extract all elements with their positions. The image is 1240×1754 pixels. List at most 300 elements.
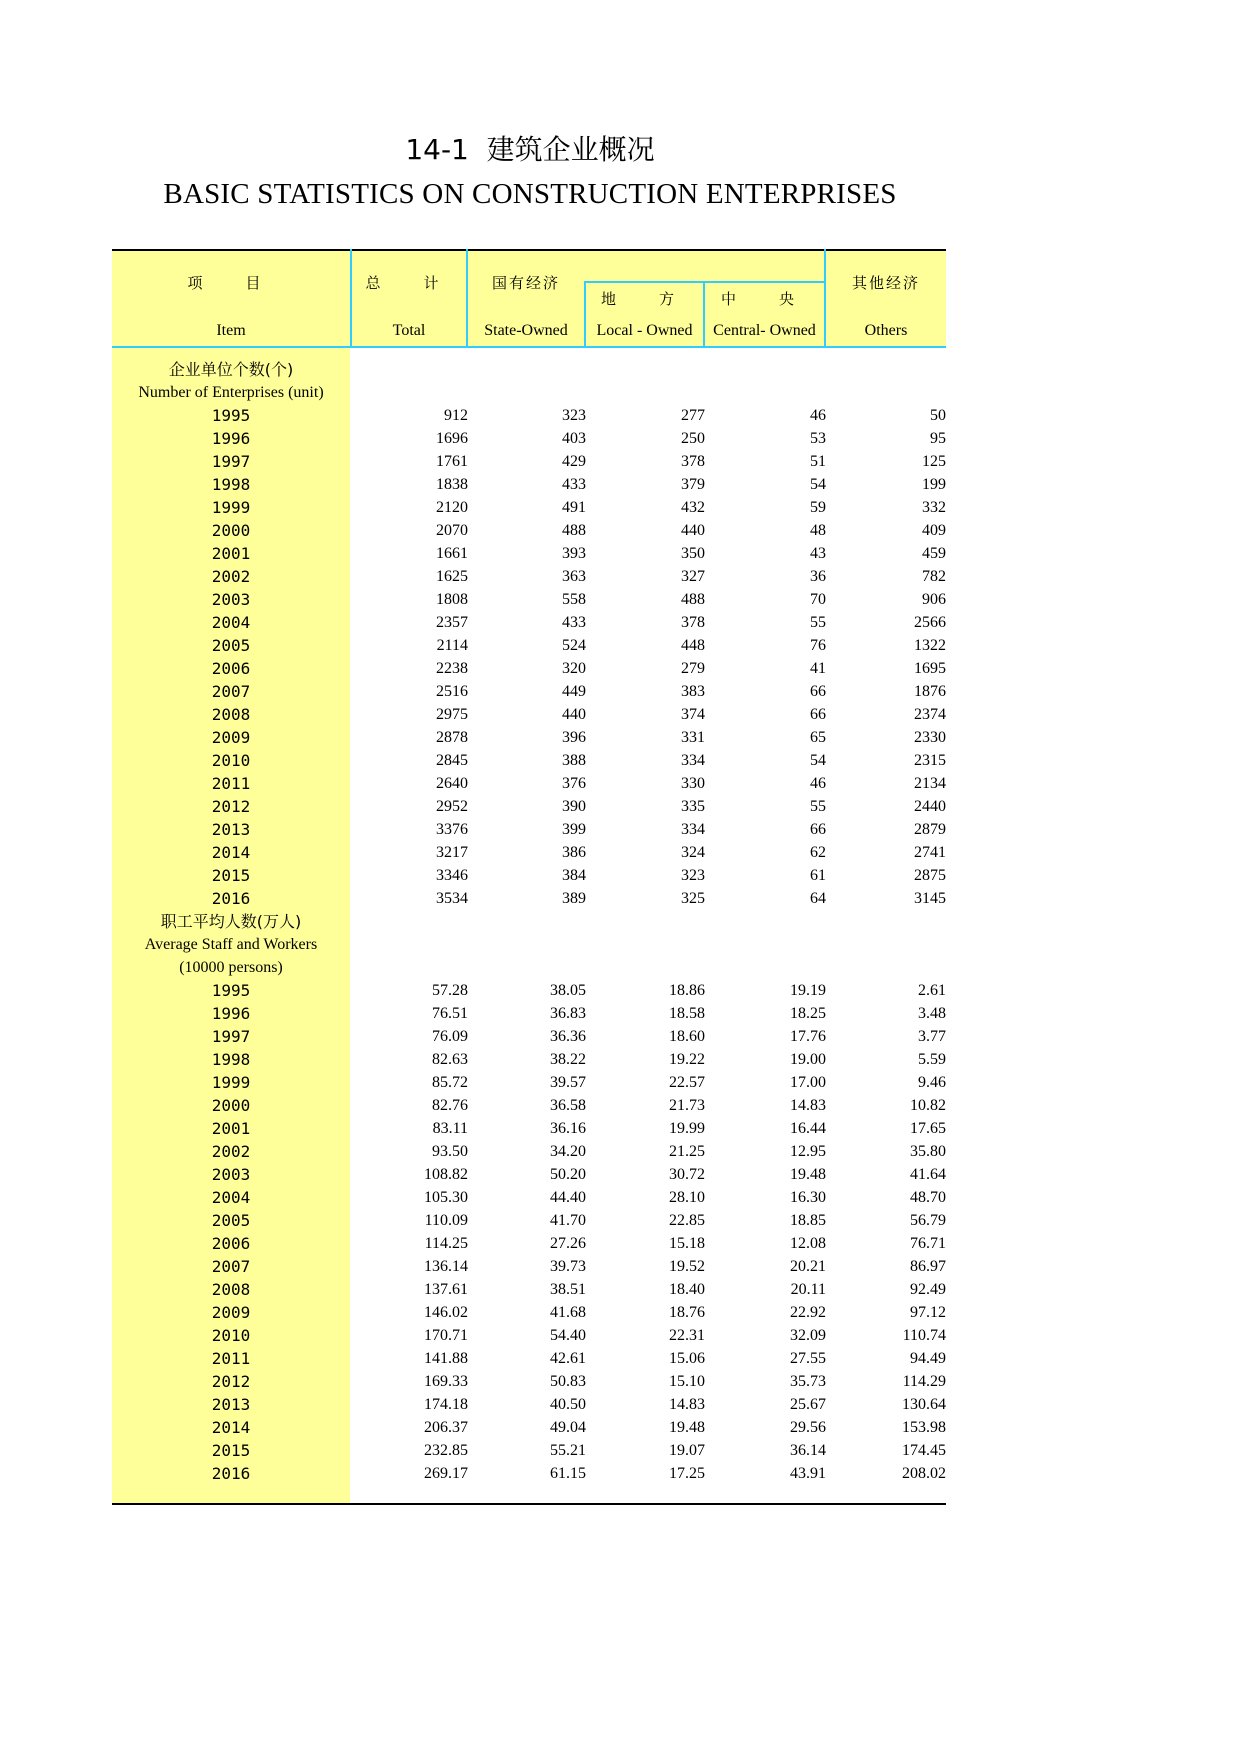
empty-cell bbox=[468, 956, 586, 979]
others-value: 2741 bbox=[914, 844, 946, 861]
central-owned-value: 18.85 bbox=[790, 1212, 826, 1229]
total-value: 2238 bbox=[436, 660, 468, 677]
table-row bbox=[112, 1094, 946, 1117]
others-value: 2315 bbox=[914, 752, 946, 769]
others-value: 1876 bbox=[914, 683, 946, 700]
table-row bbox=[112, 1393, 946, 1416]
others-value: 1322 bbox=[914, 637, 946, 654]
year-cell: 2009 bbox=[211, 728, 251, 747]
others-value: 782 bbox=[922, 568, 946, 585]
table-row bbox=[112, 1048, 946, 1071]
others-value: 409 bbox=[922, 522, 946, 539]
state-owned-value: 36.16 bbox=[550, 1120, 586, 1137]
section-label-row bbox=[112, 910, 946, 933]
empty-cell bbox=[826, 381, 946, 404]
table-body bbox=[112, 358, 946, 1485]
total-value: 1661 bbox=[436, 545, 468, 562]
total-value: 3376 bbox=[436, 821, 468, 838]
central-owned-value: 51 bbox=[810, 453, 826, 470]
data-table bbox=[112, 358, 946, 1485]
state-owned-value: 393 bbox=[562, 545, 586, 562]
local-owned-value: 19.99 bbox=[669, 1120, 705, 1137]
state-owned-value: 376 bbox=[562, 775, 586, 792]
table-row bbox=[112, 680, 946, 703]
table-row bbox=[112, 1416, 946, 1439]
year-cell: 2007 bbox=[211, 1257, 251, 1276]
local-owned-value: 327 bbox=[681, 568, 705, 585]
total-value: 3534 bbox=[436, 890, 468, 907]
empty-cell bbox=[826, 910, 946, 933]
year-cell: 2004 bbox=[211, 613, 251, 632]
total-value: 2640 bbox=[436, 775, 468, 792]
top-rule bbox=[112, 249, 946, 251]
header-local-en: Local - Owned bbox=[596, 322, 693, 339]
table-row bbox=[112, 565, 946, 588]
year-cell: 2014 bbox=[211, 1418, 251, 1437]
local-owned-value: 374 bbox=[681, 706, 705, 723]
table-row bbox=[112, 1117, 946, 1140]
year-cell: 2015 bbox=[211, 866, 251, 885]
others-value: 2374 bbox=[914, 706, 946, 723]
empty-cell bbox=[705, 933, 826, 956]
year-cell: 2001 bbox=[211, 544, 251, 563]
total-value: 1808 bbox=[436, 591, 468, 608]
local-owned-value: 279 bbox=[681, 660, 705, 677]
state-owned-value: 491 bbox=[562, 499, 586, 516]
local-owned-value: 324 bbox=[681, 844, 705, 861]
local-owned-value: 15.18 bbox=[669, 1235, 705, 1252]
local-owned-value: 325 bbox=[681, 890, 705, 907]
section-label-row bbox=[112, 381, 946, 404]
local-owned-value: 22.57 bbox=[669, 1074, 705, 1091]
table-row bbox=[112, 703, 946, 726]
year-cell: 1999 bbox=[211, 498, 251, 517]
state-owned-value: 449 bbox=[562, 683, 586, 700]
local-owned-value: 334 bbox=[681, 821, 705, 838]
state-owned-value: 323 bbox=[562, 407, 586, 424]
central-owned-value: 66 bbox=[810, 706, 826, 723]
total-value: 2952 bbox=[436, 798, 468, 815]
central-owned-value: 46 bbox=[810, 775, 826, 792]
empty-cell bbox=[826, 933, 946, 956]
table-row bbox=[112, 1025, 946, 1048]
local-owned-value: 18.60 bbox=[669, 1028, 705, 1045]
year-cell: 2005 bbox=[211, 1211, 251, 1230]
section-label: (10000 persons) bbox=[179, 959, 283, 976]
central-owned-value: 19.19 bbox=[790, 982, 826, 999]
central-owned-value: 17.76 bbox=[790, 1028, 826, 1045]
central-owned-value: 20.11 bbox=[790, 1281, 826, 1298]
central-owned-value: 43 bbox=[810, 545, 826, 562]
state-owned-value: 386 bbox=[562, 844, 586, 861]
state-owned-value: 38.51 bbox=[550, 1281, 586, 1298]
local-owned-value: 21.73 bbox=[669, 1097, 705, 1114]
central-owned-value: 66 bbox=[810, 821, 826, 838]
year-cell: 2006 bbox=[211, 1234, 251, 1253]
central-owned-value: 64 bbox=[810, 890, 826, 907]
central-owned-value: 35.73 bbox=[790, 1373, 826, 1390]
local-owned-value: 379 bbox=[681, 476, 705, 493]
table-row bbox=[112, 818, 946, 841]
state-owned-value: 34.20 bbox=[550, 1143, 586, 1160]
year-cell: 2016 bbox=[211, 889, 251, 908]
others-value: 2330 bbox=[914, 729, 946, 746]
central-owned-value: 12.95 bbox=[790, 1143, 826, 1160]
others-value: 153.98 bbox=[902, 1419, 946, 1436]
table-row bbox=[112, 519, 946, 542]
table-row bbox=[112, 1255, 946, 1278]
central-owned-value: 43.91 bbox=[790, 1465, 826, 1482]
year-cell: 2003 bbox=[211, 590, 251, 609]
statistics-table bbox=[112, 249, 946, 1505]
total-value: 912 bbox=[444, 407, 468, 424]
section-label-row bbox=[112, 933, 946, 956]
year-cell: 2006 bbox=[211, 659, 251, 678]
table-row bbox=[112, 1140, 946, 1163]
year-cell: 1995 bbox=[211, 981, 251, 1000]
local-owned-value: 334 bbox=[681, 752, 705, 769]
page-title-cn bbox=[0, 128, 1060, 168]
others-value: 50 bbox=[930, 407, 946, 424]
table-number: 14-1 bbox=[405, 133, 469, 166]
total-value: 76.09 bbox=[432, 1028, 468, 1045]
total-value: 76.51 bbox=[432, 1005, 468, 1022]
central-owned-value: 55 bbox=[810, 798, 826, 815]
total-value: 232.85 bbox=[424, 1442, 468, 1459]
year-cell: 2000 bbox=[211, 521, 251, 540]
central-owned-value: 12.08 bbox=[790, 1235, 826, 1252]
state-owned-value: 27.26 bbox=[550, 1235, 586, 1252]
local-owned-value: 19.48 bbox=[669, 1419, 705, 1436]
state-owned-value: 524 bbox=[562, 637, 586, 654]
total-value: 110.09 bbox=[424, 1212, 468, 1229]
table-row bbox=[112, 1347, 946, 1370]
total-value: 83.11 bbox=[432, 1120, 468, 1137]
year-cell: 2011 bbox=[211, 774, 251, 793]
total-value: 137.61 bbox=[424, 1281, 468, 1298]
local-owned-value: 440 bbox=[681, 522, 705, 539]
central-owned-value: 61 bbox=[810, 867, 826, 884]
empty-cell bbox=[586, 358, 705, 381]
table-row bbox=[112, 496, 946, 519]
state-owned-value: 55.21 bbox=[550, 1442, 586, 1459]
empty-cell bbox=[468, 933, 586, 956]
empty-cell bbox=[586, 956, 705, 979]
total-value: 2516 bbox=[436, 683, 468, 700]
local-owned-value: 21.25 bbox=[669, 1143, 705, 1160]
empty-cell bbox=[350, 956, 468, 979]
header-central-cn: 中 央 bbox=[720, 290, 808, 308]
total-value: 206.37 bbox=[424, 1419, 468, 1436]
local-owned-value: 335 bbox=[681, 798, 705, 815]
empty-cell bbox=[468, 381, 586, 404]
state-owned-value: 50.83 bbox=[550, 1373, 586, 1390]
state-owned-value: 558 bbox=[562, 591, 586, 608]
table-row bbox=[112, 427, 946, 450]
year-cell: 2016 bbox=[211, 1464, 251, 1483]
state-owned-value: 38.05 bbox=[550, 982, 586, 999]
central-owned-value: 55 bbox=[810, 614, 826, 631]
year-cell: 1995 bbox=[211, 406, 251, 425]
others-value: 94.49 bbox=[910, 1350, 946, 1367]
state-owned-value: 429 bbox=[562, 453, 586, 470]
year-cell: 2007 bbox=[211, 682, 251, 701]
section-label: 职工平均人数(万人) bbox=[160, 912, 302, 931]
central-owned-value: 65 bbox=[810, 729, 826, 746]
total-value: 1761 bbox=[436, 453, 468, 470]
local-owned-value: 17.25 bbox=[669, 1465, 705, 1482]
central-owned-value: 17.00 bbox=[790, 1074, 826, 1091]
year-cell: 2011 bbox=[211, 1349, 251, 1368]
local-owned-value: 18.76 bbox=[669, 1304, 705, 1321]
local-owned-value: 14.83 bbox=[669, 1396, 705, 1413]
total-value: 2114 bbox=[436, 637, 468, 654]
table-row bbox=[112, 1071, 946, 1094]
table-row bbox=[112, 795, 946, 818]
header-central-en: Central- Owned bbox=[713, 322, 816, 339]
central-owned-value: 27.55 bbox=[790, 1350, 826, 1367]
local-owned-value: 448 bbox=[681, 637, 705, 654]
others-value: 125 bbox=[922, 453, 946, 470]
others-value: 114.29 bbox=[902, 1373, 946, 1390]
year-cell: 2008 bbox=[211, 1280, 251, 1299]
state-owned-value: 388 bbox=[562, 752, 586, 769]
state-owned-value: 40.50 bbox=[550, 1396, 586, 1413]
state-owned-value: 39.57 bbox=[550, 1074, 586, 1091]
local-owned-value: 30.72 bbox=[669, 1166, 705, 1183]
others-value: 10.82 bbox=[910, 1097, 946, 1114]
year-cell: 1998 bbox=[211, 1050, 251, 1069]
year-cell: 1997 bbox=[211, 1027, 251, 1046]
others-value: 76.71 bbox=[910, 1235, 946, 1252]
others-value: 2134 bbox=[914, 775, 946, 792]
year-cell: 1999 bbox=[211, 1073, 251, 1092]
state-owned-value: 440 bbox=[562, 706, 586, 723]
state-owned-value: 488 bbox=[562, 522, 586, 539]
total-value: 1696 bbox=[436, 430, 468, 447]
table-row bbox=[112, 726, 946, 749]
others-value: 41.64 bbox=[910, 1166, 946, 1183]
table-row bbox=[112, 1439, 946, 1462]
total-value: 2878 bbox=[436, 729, 468, 746]
empty-cell bbox=[350, 381, 468, 404]
year-cell: 2005 bbox=[211, 636, 251, 655]
header-total-cn: 总 计 bbox=[365, 274, 453, 292]
local-owned-value: 22.31 bbox=[669, 1327, 705, 1344]
total-value: 269.17 bbox=[424, 1465, 468, 1482]
header-item-en: Item bbox=[216, 322, 246, 339]
year-cell: 1998 bbox=[211, 475, 251, 494]
local-owned-value: 378 bbox=[681, 453, 705, 470]
state-owned-value: 42.61 bbox=[550, 1350, 586, 1367]
central-owned-value: 20.21 bbox=[790, 1258, 826, 1275]
table-row bbox=[112, 1462, 946, 1485]
empty-cell bbox=[826, 956, 946, 979]
total-value: 105.30 bbox=[424, 1189, 468, 1206]
central-owned-value: 41 bbox=[810, 660, 826, 677]
central-owned-value: 46 bbox=[810, 407, 826, 424]
state-owned-value: 38.22 bbox=[550, 1051, 586, 1068]
table-row bbox=[112, 841, 946, 864]
others-value: 2.61 bbox=[918, 982, 946, 999]
table-row bbox=[112, 1324, 946, 1347]
state-owned-value: 41.70 bbox=[550, 1212, 586, 1229]
total-value: 93.50 bbox=[432, 1143, 468, 1160]
state-owned-value: 320 bbox=[562, 660, 586, 677]
central-owned-value: 48 bbox=[810, 522, 826, 539]
others-value: 17.65 bbox=[910, 1120, 946, 1137]
table-row bbox=[112, 611, 946, 634]
table-row bbox=[112, 473, 946, 496]
state-owned-value: 403 bbox=[562, 430, 586, 447]
others-value: 86.97 bbox=[910, 1258, 946, 1275]
local-owned-value: 330 bbox=[681, 775, 705, 792]
year-cell: 2015 bbox=[211, 1441, 251, 1460]
state-owned-value: 390 bbox=[562, 798, 586, 815]
state-owned-value: 54.40 bbox=[550, 1327, 586, 1344]
state-owned-value: 384 bbox=[562, 867, 586, 884]
central-owned-value: 22.92 bbox=[790, 1304, 826, 1321]
year-cell: 2009 bbox=[211, 1303, 251, 1322]
local-owned-value: 28.10 bbox=[669, 1189, 705, 1206]
state-owned-value: 433 bbox=[562, 614, 586, 631]
state-owned-value: 49.04 bbox=[550, 1419, 586, 1436]
bottom-rule bbox=[112, 1503, 946, 1505]
empty-cell bbox=[705, 956, 826, 979]
year-cell: 2002 bbox=[211, 1142, 251, 1161]
header-item-cn: 项 目 bbox=[187, 274, 275, 292]
section-label: Average Staff and Workers bbox=[144, 936, 318, 953]
central-owned-value: 32.09 bbox=[790, 1327, 826, 1344]
local-owned-value: 277 bbox=[681, 407, 705, 424]
header-total-en: Total bbox=[392, 322, 426, 339]
section-label-row bbox=[112, 358, 946, 381]
others-value: 459 bbox=[922, 545, 946, 562]
central-owned-value: 54 bbox=[810, 476, 826, 493]
others-value: 3.77 bbox=[918, 1028, 946, 1045]
empty-cell bbox=[350, 358, 468, 381]
local-owned-value: 18.86 bbox=[669, 982, 705, 999]
table-row bbox=[112, 1278, 946, 1301]
table-row bbox=[112, 1232, 946, 1255]
section-label-row bbox=[112, 956, 946, 979]
total-value: 3346 bbox=[436, 867, 468, 884]
state-owned-value: 44.40 bbox=[550, 1189, 586, 1206]
empty-cell bbox=[705, 358, 826, 381]
others-value: 2440 bbox=[914, 798, 946, 815]
state-owned-value: 433 bbox=[562, 476, 586, 493]
empty-cell bbox=[350, 910, 468, 933]
table-title-cn: 建筑企业概况 bbox=[486, 133, 655, 166]
state-owned-value: 36.83 bbox=[550, 1005, 586, 1022]
table-row bbox=[112, 1370, 946, 1393]
state-owned-value: 363 bbox=[562, 568, 586, 585]
state-owned-value: 61.15 bbox=[550, 1465, 586, 1482]
section-label: 企业单位个数(个) bbox=[168, 360, 294, 379]
year-cell: 2001 bbox=[211, 1119, 251, 1138]
table-row bbox=[112, 772, 946, 795]
state-owned-value: 50.20 bbox=[550, 1166, 586, 1183]
local-owned-value: 22.85 bbox=[669, 1212, 705, 1229]
page-title-en: BASIC STATISTICS ON CONSTRUCTION ENTERPRISES bbox=[163, 178, 897, 210]
year-cell: 1997 bbox=[211, 452, 251, 471]
central-owned-value: 25.67 bbox=[790, 1396, 826, 1413]
empty-cell bbox=[350, 933, 468, 956]
central-owned-value: 29.56 bbox=[790, 1419, 826, 1436]
year-cell: 1996 bbox=[211, 429, 251, 448]
others-value: 208.02 bbox=[902, 1465, 946, 1482]
total-value: 2357 bbox=[436, 614, 468, 631]
table-row bbox=[112, 404, 946, 427]
table-row bbox=[112, 1209, 946, 1232]
others-value: 130.64 bbox=[902, 1396, 946, 1413]
state-owned-value: 396 bbox=[562, 729, 586, 746]
others-value: 174.45 bbox=[902, 1442, 946, 1459]
local-owned-value: 432 bbox=[681, 499, 705, 516]
central-owned-value: 53 bbox=[810, 430, 826, 447]
local-owned-value: 15.06 bbox=[669, 1350, 705, 1367]
table-row bbox=[112, 634, 946, 657]
table-row bbox=[112, 979, 946, 1002]
empty-cell bbox=[468, 910, 586, 933]
total-value: 108.82 bbox=[424, 1166, 468, 1183]
total-value: 1838 bbox=[436, 476, 468, 493]
local-owned-value: 350 bbox=[681, 545, 705, 562]
year-cell: 2014 bbox=[211, 843, 251, 862]
table-row bbox=[112, 1002, 946, 1025]
table-row bbox=[112, 588, 946, 611]
local-owned-value: 250 bbox=[681, 430, 705, 447]
section-label: Number of Enterprises (unit) bbox=[138, 384, 324, 401]
year-cell: 2010 bbox=[211, 751, 251, 770]
local-owned-value: 383 bbox=[681, 683, 705, 700]
local-owned-value: 19.07 bbox=[669, 1442, 705, 1459]
central-owned-value: 16.30 bbox=[790, 1189, 826, 1206]
central-owned-value: 14.83 bbox=[790, 1097, 826, 1114]
empty-cell bbox=[586, 933, 705, 956]
empty-cell bbox=[586, 910, 705, 933]
state-owned-value: 41.68 bbox=[550, 1304, 586, 1321]
total-value: 174.18 bbox=[424, 1396, 468, 1413]
table-row bbox=[112, 450, 946, 473]
table-row bbox=[112, 887, 946, 910]
total-value: 82.63 bbox=[432, 1051, 468, 1068]
table-row bbox=[112, 1186, 946, 1209]
central-owned-value: 70 bbox=[810, 591, 826, 608]
table-row bbox=[112, 749, 946, 772]
total-value: 114.25 bbox=[424, 1235, 468, 1252]
empty-cell bbox=[586, 381, 705, 404]
local-owned-value: 19.52 bbox=[669, 1258, 705, 1275]
total-value: 57.28 bbox=[432, 982, 468, 999]
central-owned-value: 19.48 bbox=[790, 1166, 826, 1183]
others-value: 56.79 bbox=[910, 1212, 946, 1229]
header-bottom-rule bbox=[112, 346, 946, 348]
empty-cell bbox=[705, 910, 826, 933]
header-state-en: State-Owned bbox=[484, 322, 568, 339]
total-value: 169.33 bbox=[424, 1373, 468, 1390]
total-value: 170.71 bbox=[424, 1327, 468, 1344]
others-value: 48.70 bbox=[910, 1189, 946, 1206]
total-value: 2120 bbox=[436, 499, 468, 516]
others-value: 95 bbox=[930, 430, 946, 447]
state-owned-value: 39.73 bbox=[550, 1258, 586, 1275]
others-value: 35.80 bbox=[910, 1143, 946, 1160]
table-row bbox=[112, 864, 946, 887]
total-value: 141.88 bbox=[424, 1350, 468, 1367]
header-subgroup-rule bbox=[584, 281, 826, 283]
local-owned-value: 331 bbox=[681, 729, 705, 746]
